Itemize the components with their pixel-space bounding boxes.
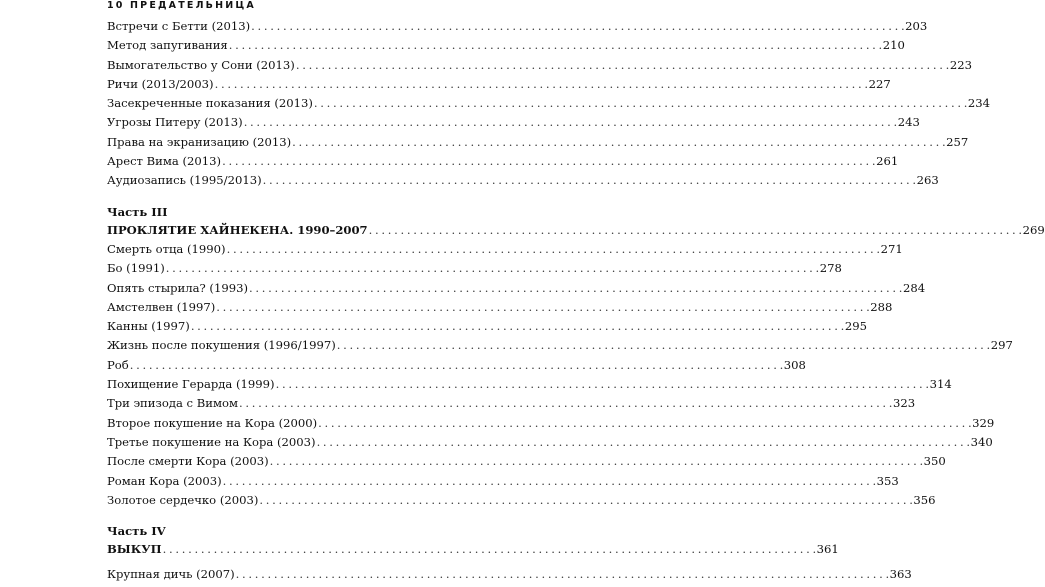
toc-entry-page: 308	[783, 357, 806, 372]
toc-entry-page: 223	[949, 57, 972, 72]
toc-entry-page: 261	[876, 154, 899, 169]
dot-leader	[223, 474, 876, 488]
toc-entry	[107, 357, 806, 377]
toc-entry	[107, 492, 936, 512]
toc-entry-title: Три эпизода с Вимом	[107, 396, 238, 411]
toc-entry	[107, 57, 972, 77]
toc-entry-page: 314	[929, 377, 952, 392]
dot-leader	[337, 338, 990, 352]
page-number: 10	[107, 0, 125, 11]
toc-entry-page: 210	[882, 38, 905, 53]
toc-entry-page: 257	[946, 134, 969, 149]
toc-entry-title: Похищение Герарда (1999)	[107, 377, 275, 392]
toc-entry-page: 227	[868, 76, 891, 91]
toc-entry-page: 243	[897, 115, 920, 130]
dot-leader	[222, 154, 875, 168]
part-4-title: ВЫКУП	[107, 542, 162, 557]
toc-entry-title: Вымогательство у Сони (2013)	[107, 57, 295, 72]
part-3-label: Часть III	[107, 204, 168, 219]
toc-entry-page: 271	[880, 241, 903, 256]
dot-leader	[251, 19, 904, 33]
dot-leader	[239, 396, 892, 410]
toc-entry-page: 356	[913, 492, 936, 507]
toc-entry	[107, 241, 903, 261]
part-3-heading	[107, 222, 1045, 242]
toc-entry-page: 278	[819, 261, 842, 276]
toc-entry-title: Роб	[107, 357, 129, 372]
toc-entry-title: Канны (1997)	[107, 319, 190, 334]
toc-entry-title: Арест Вима (2013)	[107, 154, 222, 169]
dot-leader	[166, 261, 819, 275]
toc-entry	[107, 396, 916, 415]
toc-entry-page: 353	[876, 473, 899, 488]
toc-entry-title: Жизнь после покушения (1996/1997)	[107, 338, 336, 353]
toc-entry-title: Роман Кора (2003)	[107, 473, 222, 488]
toc-entry-page: 297	[990, 338, 1013, 353]
toc-entry-page: 350	[923, 454, 946, 469]
dot-leader	[163, 542, 816, 556]
dot-leader	[215, 77, 868, 91]
toc-entry-title: Засекреченные показания (2013)	[107, 96, 313, 111]
toc-entry-title: Аудиозапись (1995/2013)	[107, 173, 262, 188]
toc-entry	[107, 377, 952, 396]
toc-entry	[107, 567, 912, 586]
dot-leader	[276, 377, 929, 391]
part-4-heading	[107, 542, 839, 561]
table-of-contents	[107, 19, 1045, 587]
toc-entry-page: 234	[967, 96, 991, 111]
toc-entry-page: 329	[972, 415, 995, 430]
toc-entry-page: 323	[893, 396, 916, 411]
toc-entry-title: Метод запугивания	[107, 38, 228, 53]
toc-entry-page: 288	[870, 299, 893, 314]
toc-entry	[107, 280, 926, 300]
dot-leader	[318, 416, 971, 430]
dot-leader	[227, 242, 880, 256]
toc-entry-title: Второе покушение на Кора (2000)	[107, 415, 318, 430]
toc-entry-title: Ричи (2013/2003)	[107, 76, 214, 91]
dot-leader	[130, 358, 783, 372]
toc-entry	[107, 473, 899, 493]
dot-leader	[369, 223, 1022, 237]
part-3-title: ПРОКЛЯТИЕ ХАЙНЕКЕНА. 1990–2007	[107, 222, 368, 237]
toc-entry	[107, 415, 995, 435]
toc-entry-title: Бо (1991)	[107, 261, 165, 276]
toc-entry	[107, 261, 842, 280]
toc-entry	[107, 96, 991, 115]
toc-entry-title: Золотое сердечко (2003)	[107, 492, 259, 507]
dot-leader	[229, 38, 882, 52]
part-3-page: 269	[1022, 222, 1045, 237]
toc-entry	[107, 338, 1013, 357]
page-header	[0, 0, 500, 14]
dot-leader	[259, 493, 912, 507]
toc-entry	[107, 454, 946, 473]
part-4-label: Часть IV	[107, 524, 166, 539]
toc-entry-page: 363	[889, 567, 912, 582]
toc-entry	[107, 134, 969, 154]
dot-leader	[244, 115, 897, 129]
dot-leader	[216, 300, 869, 314]
toc-entry	[107, 19, 928, 38]
toc-entry-title: Смерть отца (1990)	[107, 241, 226, 256]
dot-leader	[317, 435, 970, 449]
dot-leader	[191, 319, 844, 333]
toc-entry	[107, 299, 893, 319]
toc-entry-title: Крупная дичь (2007)	[107, 567, 235, 582]
dot-leader	[292, 135, 945, 149]
toc-entry	[107, 154, 899, 173]
part-4-page: 361	[816, 542, 839, 557]
toc-entry-title: После смерти Кора (2003)	[107, 454, 269, 469]
dot-leader	[270, 454, 923, 468]
toc-entry-title: Угрозы Питеру (2013)	[107, 115, 243, 130]
toc-entry	[107, 319, 867, 338]
toc-entry-title: Встречи с Бетти (2013)	[107, 19, 251, 33]
toc-entry-title: Опять стырила? (1993)	[107, 280, 248, 295]
running-title: ПРЕДАТЕЛЬНИЦА	[130, 0, 256, 11]
toc-entry	[107, 173, 939, 192]
toc-entry-title: Амстелвен (1997)	[107, 299, 216, 314]
toc-entry-title: Права на экранизацию (2013)	[107, 134, 292, 149]
toc-entry-page: 284	[902, 280, 926, 295]
toc-entry-page: 263	[916, 173, 939, 188]
toc-entry	[107, 38, 905, 57]
dot-leader	[314, 96, 967, 110]
dot-leader	[296, 58, 949, 72]
toc-entry-page: 203	[905, 19, 928, 33]
dot-leader	[236, 567, 889, 581]
toc-entry	[107, 434, 993, 454]
toc-entry-page: 295	[844, 319, 867, 334]
toc-entry-page: 340	[970, 434, 993, 449]
dot-leader	[249, 281, 902, 295]
toc-entry	[107, 115, 920, 134]
dot-leader	[263, 173, 916, 187]
toc-entry-title: Третье покушение на Кора (2003)	[107, 434, 316, 449]
toc-entry	[107, 76, 891, 96]
